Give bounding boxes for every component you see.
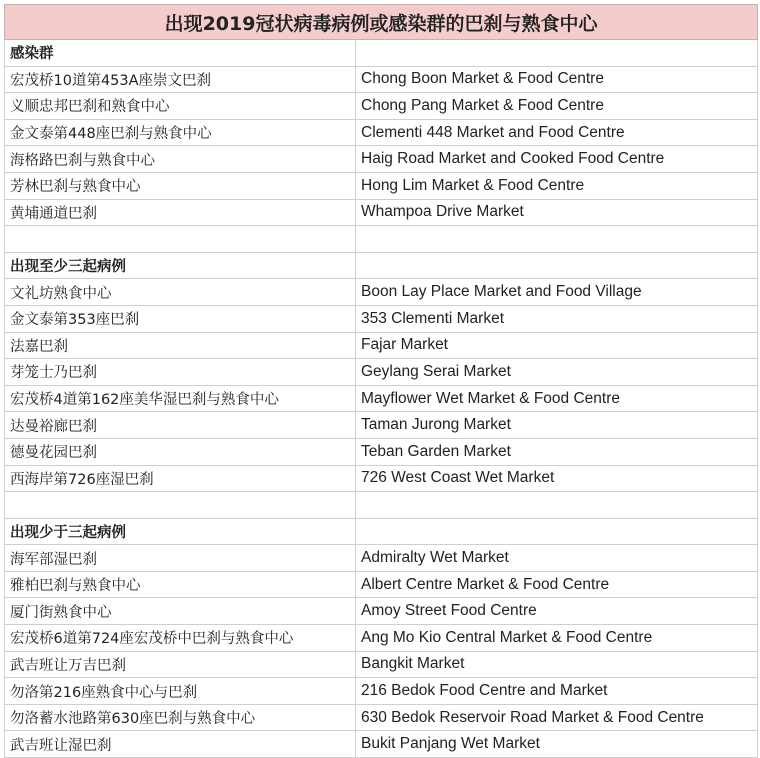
english-name-cell[interactable]: 216 Bedok Food Centre and Market xyxy=(356,678,758,705)
english-name-cell[interactable]: Chong Pang Market & Food Centre xyxy=(356,93,758,120)
english-name-cell[interactable] xyxy=(356,252,758,279)
table-row xyxy=(5,359,758,386)
english-name-cell[interactable]: Bukit Panjang Wet Market xyxy=(356,731,758,758)
table-row xyxy=(5,119,758,146)
section-title-cell[interactable]: 出现少于三起病例 xyxy=(5,518,356,545)
chinese-name-cell[interactable]: 法嘉巴刹 xyxy=(5,332,356,359)
chinese-name-cell[interactable]: 武吉班让万吉巴刹 xyxy=(5,651,356,678)
title-row xyxy=(5,5,758,40)
chinese-name-cell[interactable]: 武吉班让湿巴刹 xyxy=(5,731,356,758)
english-name-cell[interactable]: Mayflower Wet Market & Food Centre xyxy=(356,385,758,412)
chinese-name-cell[interactable]: 金文泰第353座巴刹 xyxy=(5,305,356,332)
english-name-cell[interactable]: 630 Bedok Reservoir Road Market & Food Centre xyxy=(356,704,758,731)
english-name-cell[interactable]: 726 West Coast Wet Market xyxy=(356,465,758,492)
chinese-name-cell[interactable]: 芳林巴刹与熟食中心 xyxy=(5,172,356,199)
english-name-cell[interactable]: Ang Mo Kio Central Market & Food Centre xyxy=(356,625,758,652)
section-title-cell[interactable]: 出现至少三起病例 xyxy=(5,252,356,279)
table-row xyxy=(5,279,758,306)
chinese-name-cell[interactable]: 黄埔通道巴刹 xyxy=(5,199,356,226)
chinese-name-cell[interactable]: 西海岸第726座湿巴刹 xyxy=(5,465,356,492)
english-name-cell[interactable]: Fajar Market xyxy=(356,332,758,359)
table-row xyxy=(5,625,758,652)
chinese-name-cell[interactable]: 金文泰第448座巴刹与熟食中心 xyxy=(5,119,356,146)
table-row xyxy=(5,385,758,412)
table-row xyxy=(5,465,758,492)
chinese-name-cell[interactable]: 海军部湿巴刹 xyxy=(5,545,356,572)
table-row xyxy=(5,66,758,93)
table-row xyxy=(5,199,758,226)
english-name-cell[interactable]: Taman Jurong Market xyxy=(356,412,758,439)
chinese-name-cell[interactable]: 雅柏巴刹与熟食中心 xyxy=(5,571,356,598)
table-title[interactable]: 出现2019冠状病毒病例或感染群的巴刹与熟食中心 xyxy=(5,5,758,40)
english-name-cell[interactable] xyxy=(356,492,758,519)
table-row xyxy=(5,598,758,625)
english-name-cell[interactable]: Clementi 448 Market and Food Centre xyxy=(356,119,758,146)
chinese-name-cell[interactable]: 德曼花园巴刹 xyxy=(5,438,356,465)
english-name-cell[interactable]: Chong Boon Market & Food Centre xyxy=(356,66,758,93)
market-list-sheet xyxy=(4,4,757,758)
chinese-name-cell[interactable]: 勿洛蓄水池路第630座巴刹与熟食中心 xyxy=(5,704,356,731)
chinese-name-cell[interactable]: 宏茂桥10道第453A座崇文巴刹 xyxy=(5,66,356,93)
table-row xyxy=(5,172,758,199)
english-name-cell[interactable]: Admiralty Wet Market xyxy=(356,545,758,572)
english-name-cell[interactable]: Whampoa Drive Market xyxy=(356,199,758,226)
table-row xyxy=(5,704,758,731)
table-row xyxy=(5,571,758,598)
table-row xyxy=(5,146,758,173)
chinese-name-cell[interactable]: 勿洛第216座熟食中心与巴刹 xyxy=(5,678,356,705)
table-row xyxy=(5,412,758,439)
english-name-cell[interactable]: Bangkit Market xyxy=(356,651,758,678)
section-header-row xyxy=(5,518,758,545)
table-row xyxy=(5,651,758,678)
chinese-name-cell[interactable]: 厦门街熟食中心 xyxy=(5,598,356,625)
section-title-cell[interactable]: 感染群 xyxy=(5,40,356,67)
english-name-cell[interactable]: Albert Centre Market & Food Centre xyxy=(356,571,758,598)
english-name-cell[interactable] xyxy=(356,226,758,253)
chinese-name-cell[interactable]: 海格路巴刹与熟食中心 xyxy=(5,146,356,173)
table-row xyxy=(5,731,758,758)
english-name-cell[interactable]: Haig Road Market and Cooked Food Centre xyxy=(356,146,758,173)
blank-row xyxy=(5,492,758,519)
english-name-cell[interactable] xyxy=(356,518,758,545)
chinese-name-cell[interactable]: 宏茂桥4道第162座美华湿巴刹与熟食中心 xyxy=(5,385,356,412)
english-name-cell[interactable]: 353 Clementi Market xyxy=(356,305,758,332)
english-name-cell[interactable]: Amoy Street Food Centre xyxy=(356,598,758,625)
section-header-row xyxy=(5,252,758,279)
table-row xyxy=(5,545,758,572)
blank-row xyxy=(5,226,758,253)
market-table xyxy=(4,4,758,758)
table-row xyxy=(5,678,758,705)
english-name-cell[interactable]: Boon Lay Place Market and Food Village xyxy=(356,279,758,306)
table-row xyxy=(5,93,758,120)
chinese-name-cell[interactable] xyxy=(5,226,356,253)
english-name-cell[interactable]: Teban Garden Market xyxy=(356,438,758,465)
chinese-name-cell[interactable]: 芽笼士乃巴刹 xyxy=(5,359,356,386)
chinese-name-cell[interactable]: 宏茂桥6道第724座宏茂桥中巴刹与熟食中心 xyxy=(5,625,356,652)
table-row xyxy=(5,305,758,332)
english-name-cell[interactable]: Geylang Serai Market xyxy=(356,359,758,386)
table-row xyxy=(5,332,758,359)
chinese-name-cell[interactable]: 文礼坊熟食中心 xyxy=(5,279,356,306)
english-name-cell[interactable]: Hong Lim Market & Food Centre xyxy=(356,172,758,199)
chinese-name-cell[interactable] xyxy=(5,492,356,519)
chinese-name-cell[interactable]: 达曼裕廊巴刹 xyxy=(5,412,356,439)
english-name-cell[interactable] xyxy=(356,40,758,67)
chinese-name-cell[interactable]: 义顺忠邦巴刹和熟食中心 xyxy=(5,93,356,120)
section-header-row xyxy=(5,40,758,67)
table-row xyxy=(5,438,758,465)
